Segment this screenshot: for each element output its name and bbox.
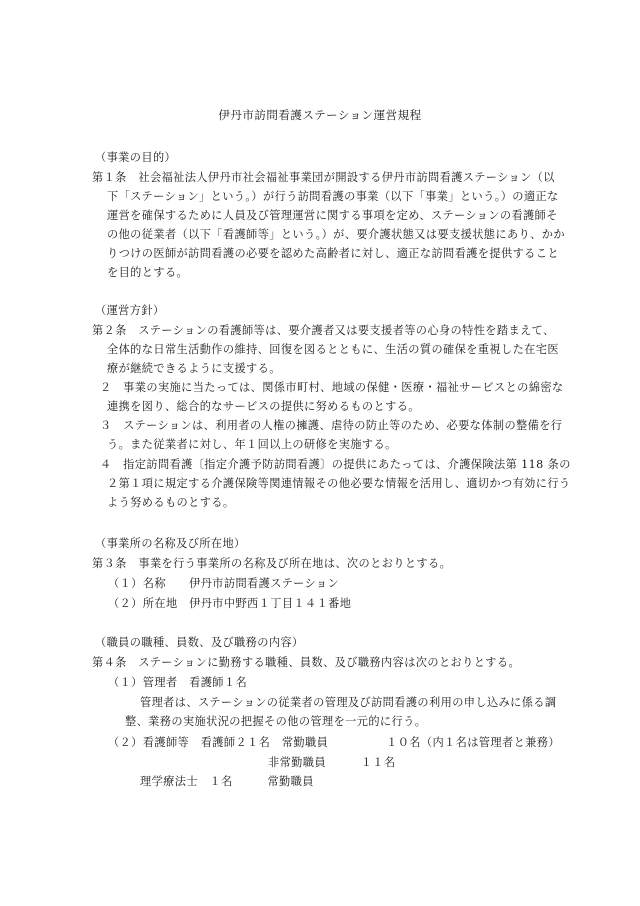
section-heading-purpose: （事業の目的） (95, 151, 177, 164)
article-3-item-name: （１）名称 伊丹市訪問看護ステーション (108, 577, 340, 590)
article-4-line-1: 第４条 ステーションに勤務する職種、員数、及び職務内容は次のとおりとする。 (92, 656, 521, 669)
section-heading-policy: （運営方針） (95, 304, 165, 317)
article-4-nurses-parttime: 非常勤職員 １１名 (268, 756, 396, 769)
article-3-line-1: 第３条 事業を行う事業所の名称及び所在地は、次のとおりとする。 (92, 557, 452, 570)
article-2-item-4: ４ 指定訪問看護〔指定介護予防訪問看護〕の提供にあたっては、介護保険法第 118 条の (100, 458, 571, 471)
article-1-line-6: を目的とする。 (107, 266, 189, 279)
article-2-item-3: ３ ステーションは、利用者の人権の擁護、虐待の防止等のため、必要な体制の整備を行 (100, 419, 563, 432)
article-2-item-2: ２ 事業の実施に当たっては、関係市町村、地域の保健・医療・福祉サービスとの綿密な (100, 381, 564, 394)
article-2-line-3: 療が継続できるように支援する。 (107, 362, 281, 375)
article-3-item-address: （２）所在地 伊丹市中野西１丁目１４１番地 (108, 597, 352, 610)
article-4-item-nurses: （２）看護師等 看護師２１名 常勤職員 １０名（内１名は管理者と兼務） (108, 736, 560, 749)
page-title: 伊丹市訪問看護ステーション運営規程 (218, 108, 422, 122)
article-2-item-3-cont: う。また従業者に対し、年１回以上の研修を実施する。 (107, 438, 397, 451)
section-heading-staff: （職員の職種、員数、及び職務の内容） (95, 636, 304, 649)
article-2-item-4-cont-1: ２第１項に規定する介護保険等関連情報その他必要な情報を活用し、適切かつ有効に行う (107, 477, 571, 490)
article-4-physio: 理学療法士 １名 常勤職員 (140, 775, 314, 788)
article-4-manager-desc-1: 管理者は、ステーションの従業者の管理及び訪問看護の利用の申し込みに係る調 (140, 696, 557, 709)
section-heading-name-location: （事業所の名称及び所在地） (95, 537, 246, 550)
article-2-item-2-cont: 連携を図り、総合的なサービスの提供に努めるものとする。 (107, 400, 420, 413)
article-1-line-5: りつけの医師が訪問看護の必要を認めた高齢者に対し、適正な訪問看護を提供すること (107, 247, 559, 260)
article-1-line-2: 下「ステーション」という。）が行う訪問看護の事業（以下「事業」という。）の適正な (107, 190, 559, 203)
article-2-item-4-cont-2: よう努めるものとする。 (107, 496, 235, 509)
article-4-manager-desc-2: 整、業務の実施状況の把握その他の管理を一元的に行う。 (125, 715, 427, 728)
article-4-item-manager: （１）管理者 看護師１名 (108, 676, 248, 689)
article-2-line-1: 第２条 ステーションの看護師等は、要介護者又は要支援者等の心身の特性を踏まえて、 (92, 324, 555, 337)
article-1-line-4: の他の従業者（以下「看護師等」という。）が、要介護状態又は要支援状態にあり、かか (107, 228, 565, 241)
article-2-line-2: 全体的な日常生活動作の維持、回復を図るとともに、生活の質の確保を重視した在宅医 (107, 343, 559, 356)
article-1-line-3: 運営を確保するために人員及び管理運営に関する事項を定め、ステーションの看護師そ (107, 209, 558, 222)
article-1-line-1: 第１条 社会福祉法人伊丹市社会福祉事業団が開設する伊丹市訪問看護ステーション（以 (92, 171, 555, 184)
